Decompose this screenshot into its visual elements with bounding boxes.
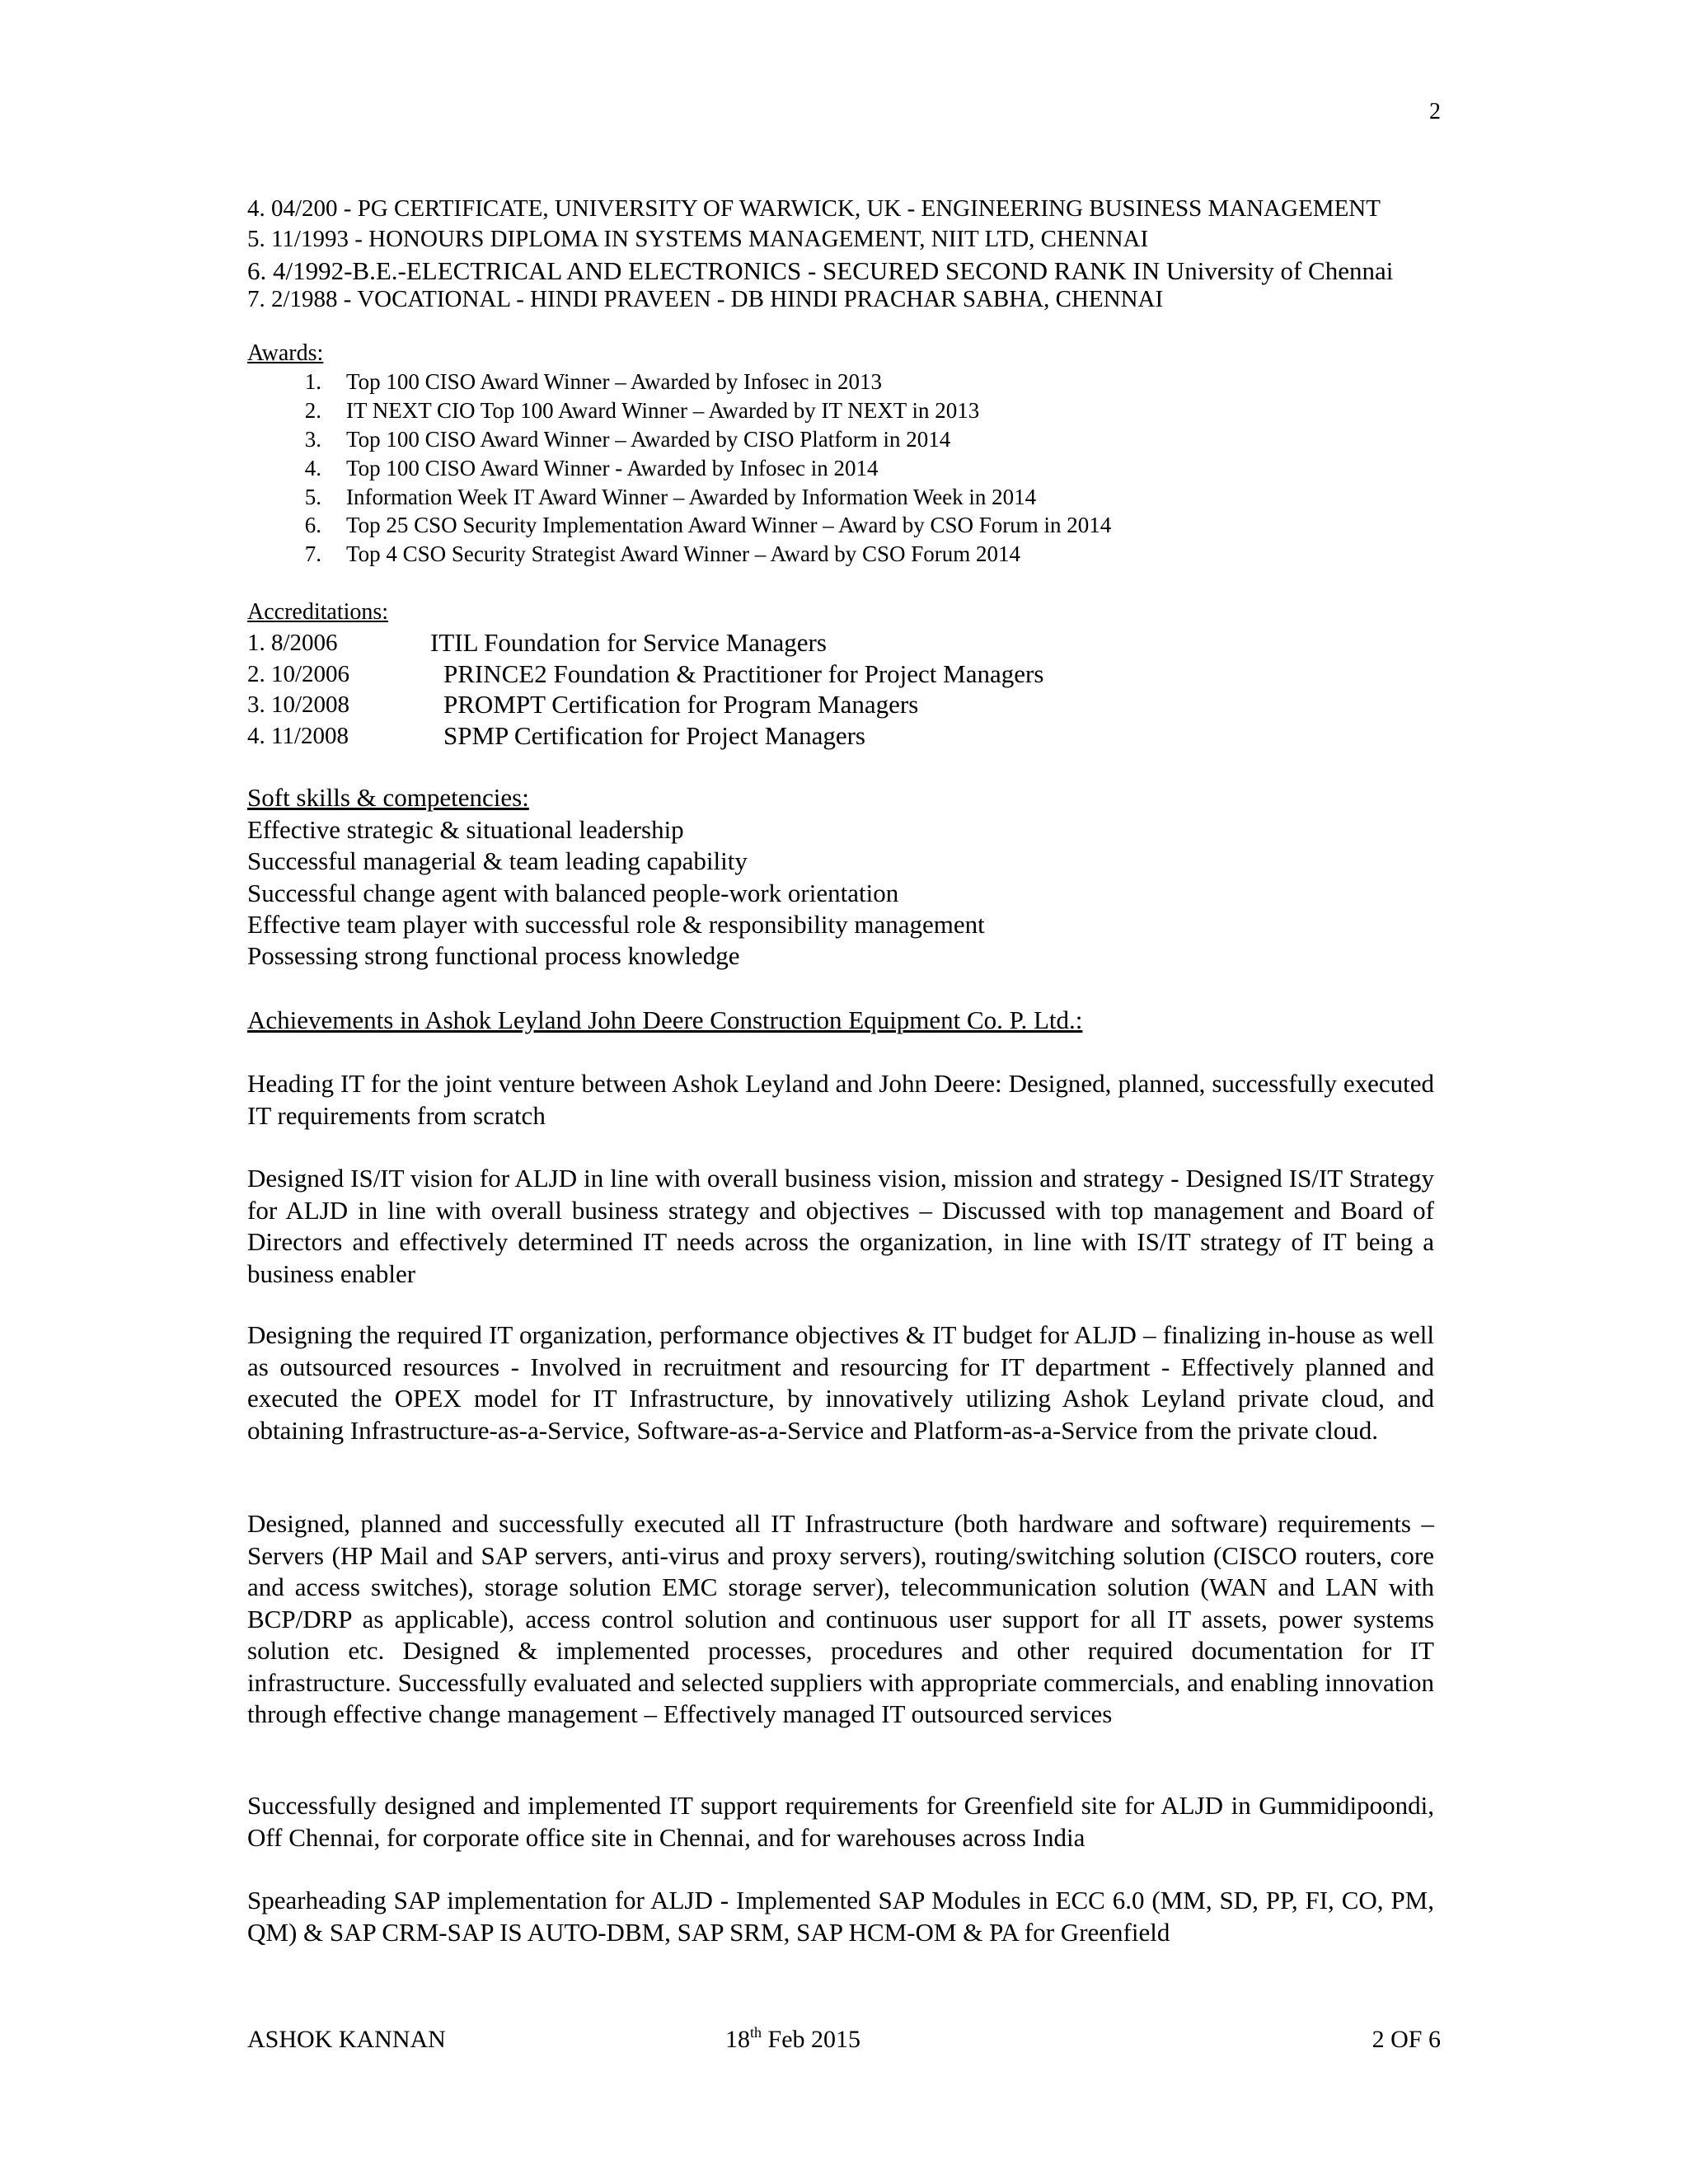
education-item: 7. 2/1988 - VOCATIONAL - HINDI PRAVEEN - DB HINDI PRACHAR SABHA, CHENNAI xyxy=(247,286,1164,312)
page-number: 2 xyxy=(1429,99,1441,124)
achievement-paragraph: Designing the required IT organization, performance objectives & IT budget for ALJD – finalizing in-house as well as outsourced resources - Involved in recruitment and resourcing for IT department - Effectively planned and executed the OPEX model for IT Infrastructure, by innovatively utilizing Ashok Leyland private cloud, and obtaining Infrastructure-as-a-Service, Software-as-a-Service and Platform-as-a-Service from the private cloud. xyxy=(247,1320,1434,1445)
soft-skill-item: Possessing strong functional process knowledge xyxy=(247,941,740,970)
accreditation-date: 4. 11/2008 xyxy=(247,723,349,749)
achievement-paragraph: Successfully designed and implemented IT support requirements for Greenfield site for ALJD in Gummidipoondi, Off Chennai, for corporate office site in Chennai, and for warehouses across India xyxy=(247,1791,1434,1852)
accreditation-text: SPMP Certification for Project Managers xyxy=(443,721,865,750)
award-number: 2. xyxy=(304,398,321,423)
footer-author: ASHOK KANNAN xyxy=(247,2026,446,2053)
award-text: IT NEXT CIO Top 100 Award Winner – Awarded by IT NEXT in 2013 xyxy=(346,398,980,423)
accreditation-text: PRINCE2 Foundation & Practitioner for Project Managers xyxy=(443,659,1044,688)
soft-skill-item: Effective strategic & situational leadership xyxy=(247,815,684,844)
footer-date xyxy=(725,2026,860,2054)
award-text: Top 4 CSO Security Strategist Award Winner – Award by CSO Forum 2014 xyxy=(346,541,1021,566)
accreditation-date: 3. 10/2008 xyxy=(247,691,350,718)
soft-skills-heading: Soft skills & competencies: xyxy=(247,783,529,812)
education-item: 5. 11/1993 - HONOURS DIPLOMA IN SYSTEMS MANAGEMENT, NIIT LTD, CHENNAI xyxy=(247,226,1149,252)
education-item: 6. 4/1992-B.E.-ELECTRICAL AND ELECTRONICS - SECURED SECOND RANK IN University of Chennai xyxy=(247,256,1394,285)
award-number: 6. xyxy=(304,513,321,537)
achievements-heading: Achievements in Ashok Leyland John Deere Construction Equipment Co. P. Ltd.: xyxy=(247,1005,1083,1034)
accreditation-text: ITIL Foundation for Service Managers xyxy=(430,628,827,657)
achievement-paragraph: Spearheading SAP implementation for ALJD - Implemented SAP Modules in ECC 6.0 (MM, SD, PP, FI, CO, PM, QM) & SAP CRM-SAP IS AUTO-DBM, SAP SRM, SAP HCM-OM & PA for Greenfield xyxy=(247,1886,1434,1947)
award-number: 4. xyxy=(304,456,321,480)
award-text: Top 100 CISO Award Winner – Awarded by CISO Platform in 2014 xyxy=(346,427,951,452)
award-text: Top 25 CSO Security Implementation Award Winner – Award by CSO Forum in 2014 xyxy=(346,513,1112,537)
soft-skill-item: Successful managerial & team leading capability xyxy=(247,846,748,875)
footer-page-count: 2 OF 6 xyxy=(1372,2026,1441,2053)
achievement-paragraph: Heading IT for the joint venture between Ashok Leyland and John Deere: Designed, planned, successfully executed IT requirements from scratch xyxy=(247,1069,1434,1130)
footer-date-day: 18 xyxy=(725,2026,750,2053)
award-number: 5. xyxy=(304,485,321,509)
accreditation-date: 2. 10/2006 xyxy=(247,661,350,687)
accreditation-date: 1. 8/2006 xyxy=(247,630,338,656)
award-text: Top 100 CISO Award Winner – Awarded by Infosec in 2013 xyxy=(346,369,882,394)
soft-skill-item: Successful change agent with balanced people-work orientation xyxy=(247,879,899,907)
achievement-paragraph: Designed IS/IT vision for ALJD in line with overall business vision, mission and strategy - Designed IS/IT Strategy for ALJD in line with overall business strategy and objectives – Discussed with top management and Board of Directors and effectively determined IT needs across the organization, in line with IS/IT strategy of IT being a business enabler xyxy=(247,1164,1434,1288)
footer-date-suffix: th xyxy=(750,2024,762,2041)
award-number: 7. xyxy=(304,541,321,566)
accreditation-text: PROMPT Certification for Program Managers xyxy=(443,690,919,719)
achievement-paragraph: Designed, planned and successfully executed all IT Infrastructure (both hardware and software) requirements – Servers (HP Mail and SAP servers, anti-virus and proxy servers), routing/switching solution (CISCO routers, core and access switches), storage solution EMC storage server), telecommunication solution (WAN and LAN with BCP/DRP as applicable), access control solution and continuous user support for all IT assets, power systems solution etc. Designed & implemented processes, procedures and other required documentation for IT infrastructure. Successfully evaluated and selected suppliers with appropriate commercials, and enabling innovation through effective change management – Effectively managed IT outsourced services xyxy=(247,1509,1434,1728)
education-item: 4. 04/200 - PG CERTIFICATE, UNIVERSITY OF WARWICK, UK - ENGINEERING BUSINESS MANAGEMENT xyxy=(247,195,1381,222)
soft-skill-item: Effective team player with successful role & responsibility management xyxy=(247,910,985,939)
footer-date-rest: Feb 2015 xyxy=(762,2026,861,2053)
accreditations-heading: Accreditations: xyxy=(247,599,389,625)
award-text: Top 100 CISO Award Winner - Awarded by Infosec in 2014 xyxy=(346,456,879,480)
award-text: Information Week IT Award Winner – Awarded by Information Week in 2014 xyxy=(346,485,1037,509)
award-number: 3. xyxy=(304,427,321,452)
award-number: 1. xyxy=(304,369,321,394)
awards-heading: Awards: xyxy=(247,340,324,366)
